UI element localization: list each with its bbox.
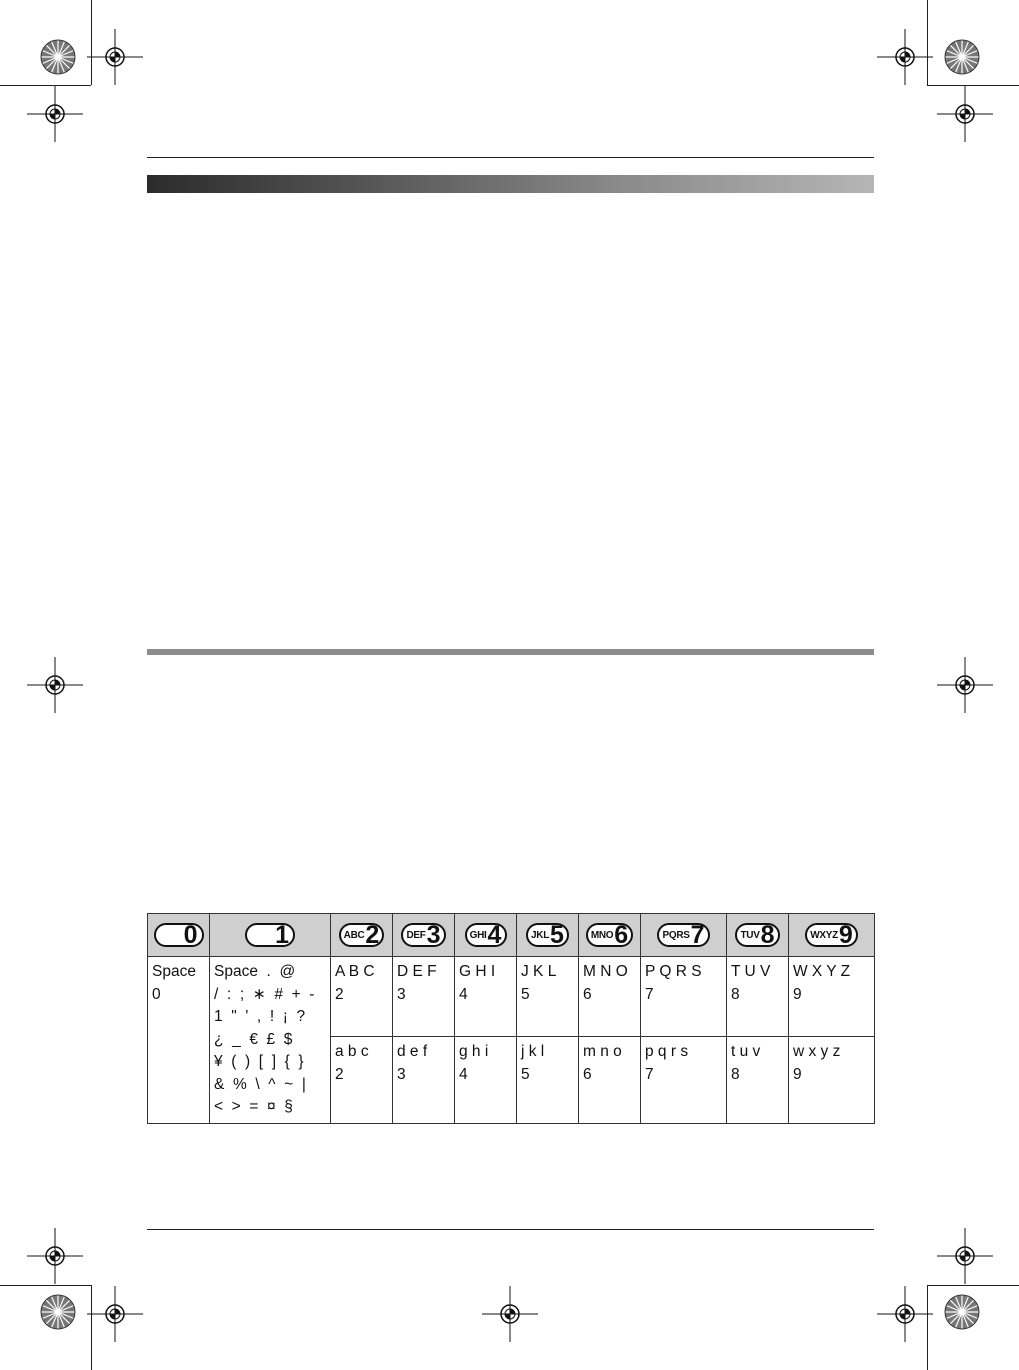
key-8-upper: T U V 8 [727, 957, 789, 1037]
character-key-table [147, 913, 875, 1124]
key-1-icon: 1 [245, 923, 295, 947]
key-6-icon: MNO 6 [586, 923, 633, 947]
key-header-row [148, 914, 875, 957]
key-4-icon: GHI 4 [465, 923, 507, 947]
key-0-chars: Space 0 [148, 957, 210, 1124]
key-3-header [393, 914, 455, 957]
uppercase-row [148, 957, 875, 1037]
key-5-header [517, 914, 579, 957]
key-8-icon: TUV 8 [735, 923, 779, 947]
key-3-upper: D E F 3 [393, 957, 455, 1037]
key-8-header [727, 914, 789, 957]
key-9-header [789, 914, 875, 957]
key-6-upper: M N O 6 [579, 957, 641, 1037]
key-5-lower: j k l 5 [517, 1037, 579, 1123]
key-6-header [579, 914, 641, 957]
key-4-header [455, 914, 517, 957]
key-1-header [210, 914, 331, 957]
key-7-lower: p q r s 7 [641, 1037, 727, 1123]
key-2-icon: ABC 2 [339, 923, 385, 947]
key-4-lower: g h i 4 [455, 1037, 517, 1123]
key-9-upper: W X Y Z 9 [789, 957, 875, 1037]
key-3-icon: DEF 3 [401, 923, 445, 947]
key-4-upper: G H I 4 [455, 957, 517, 1037]
key-6-lower: m n o 6 [579, 1037, 641, 1123]
key-7-upper: P Q R S 7 [641, 957, 727, 1037]
key-5-upper: J K L 5 [517, 957, 579, 1037]
key-3-lower: d e f 3 [393, 1037, 455, 1123]
key-7-icon: PQRS 7 [657, 923, 709, 947]
key-9-lower: w x y z 9 [789, 1037, 875, 1123]
key-2-header [331, 914, 393, 957]
key-8-lower: t u v 8 [727, 1037, 789, 1123]
key-5-icon: JKL 5 [526, 923, 569, 947]
key-7-header [641, 914, 727, 957]
key-0-icon: 0 [154, 923, 204, 947]
key-9-icon: WXYZ 9 [805, 923, 858, 947]
key-2-upper: A B C 2 [331, 957, 393, 1037]
key-0-header [148, 914, 210, 957]
key-1-chars: Space . @ / : ; ∗ # + - 1 " ' , ! ¡ ? ¿ _ € £ $ ¥ ( ) [ ] { } & % \ ^ ~ | < > = ¤ § [210, 957, 331, 1124]
key-2-lower: a b c 2 [331, 1037, 393, 1123]
